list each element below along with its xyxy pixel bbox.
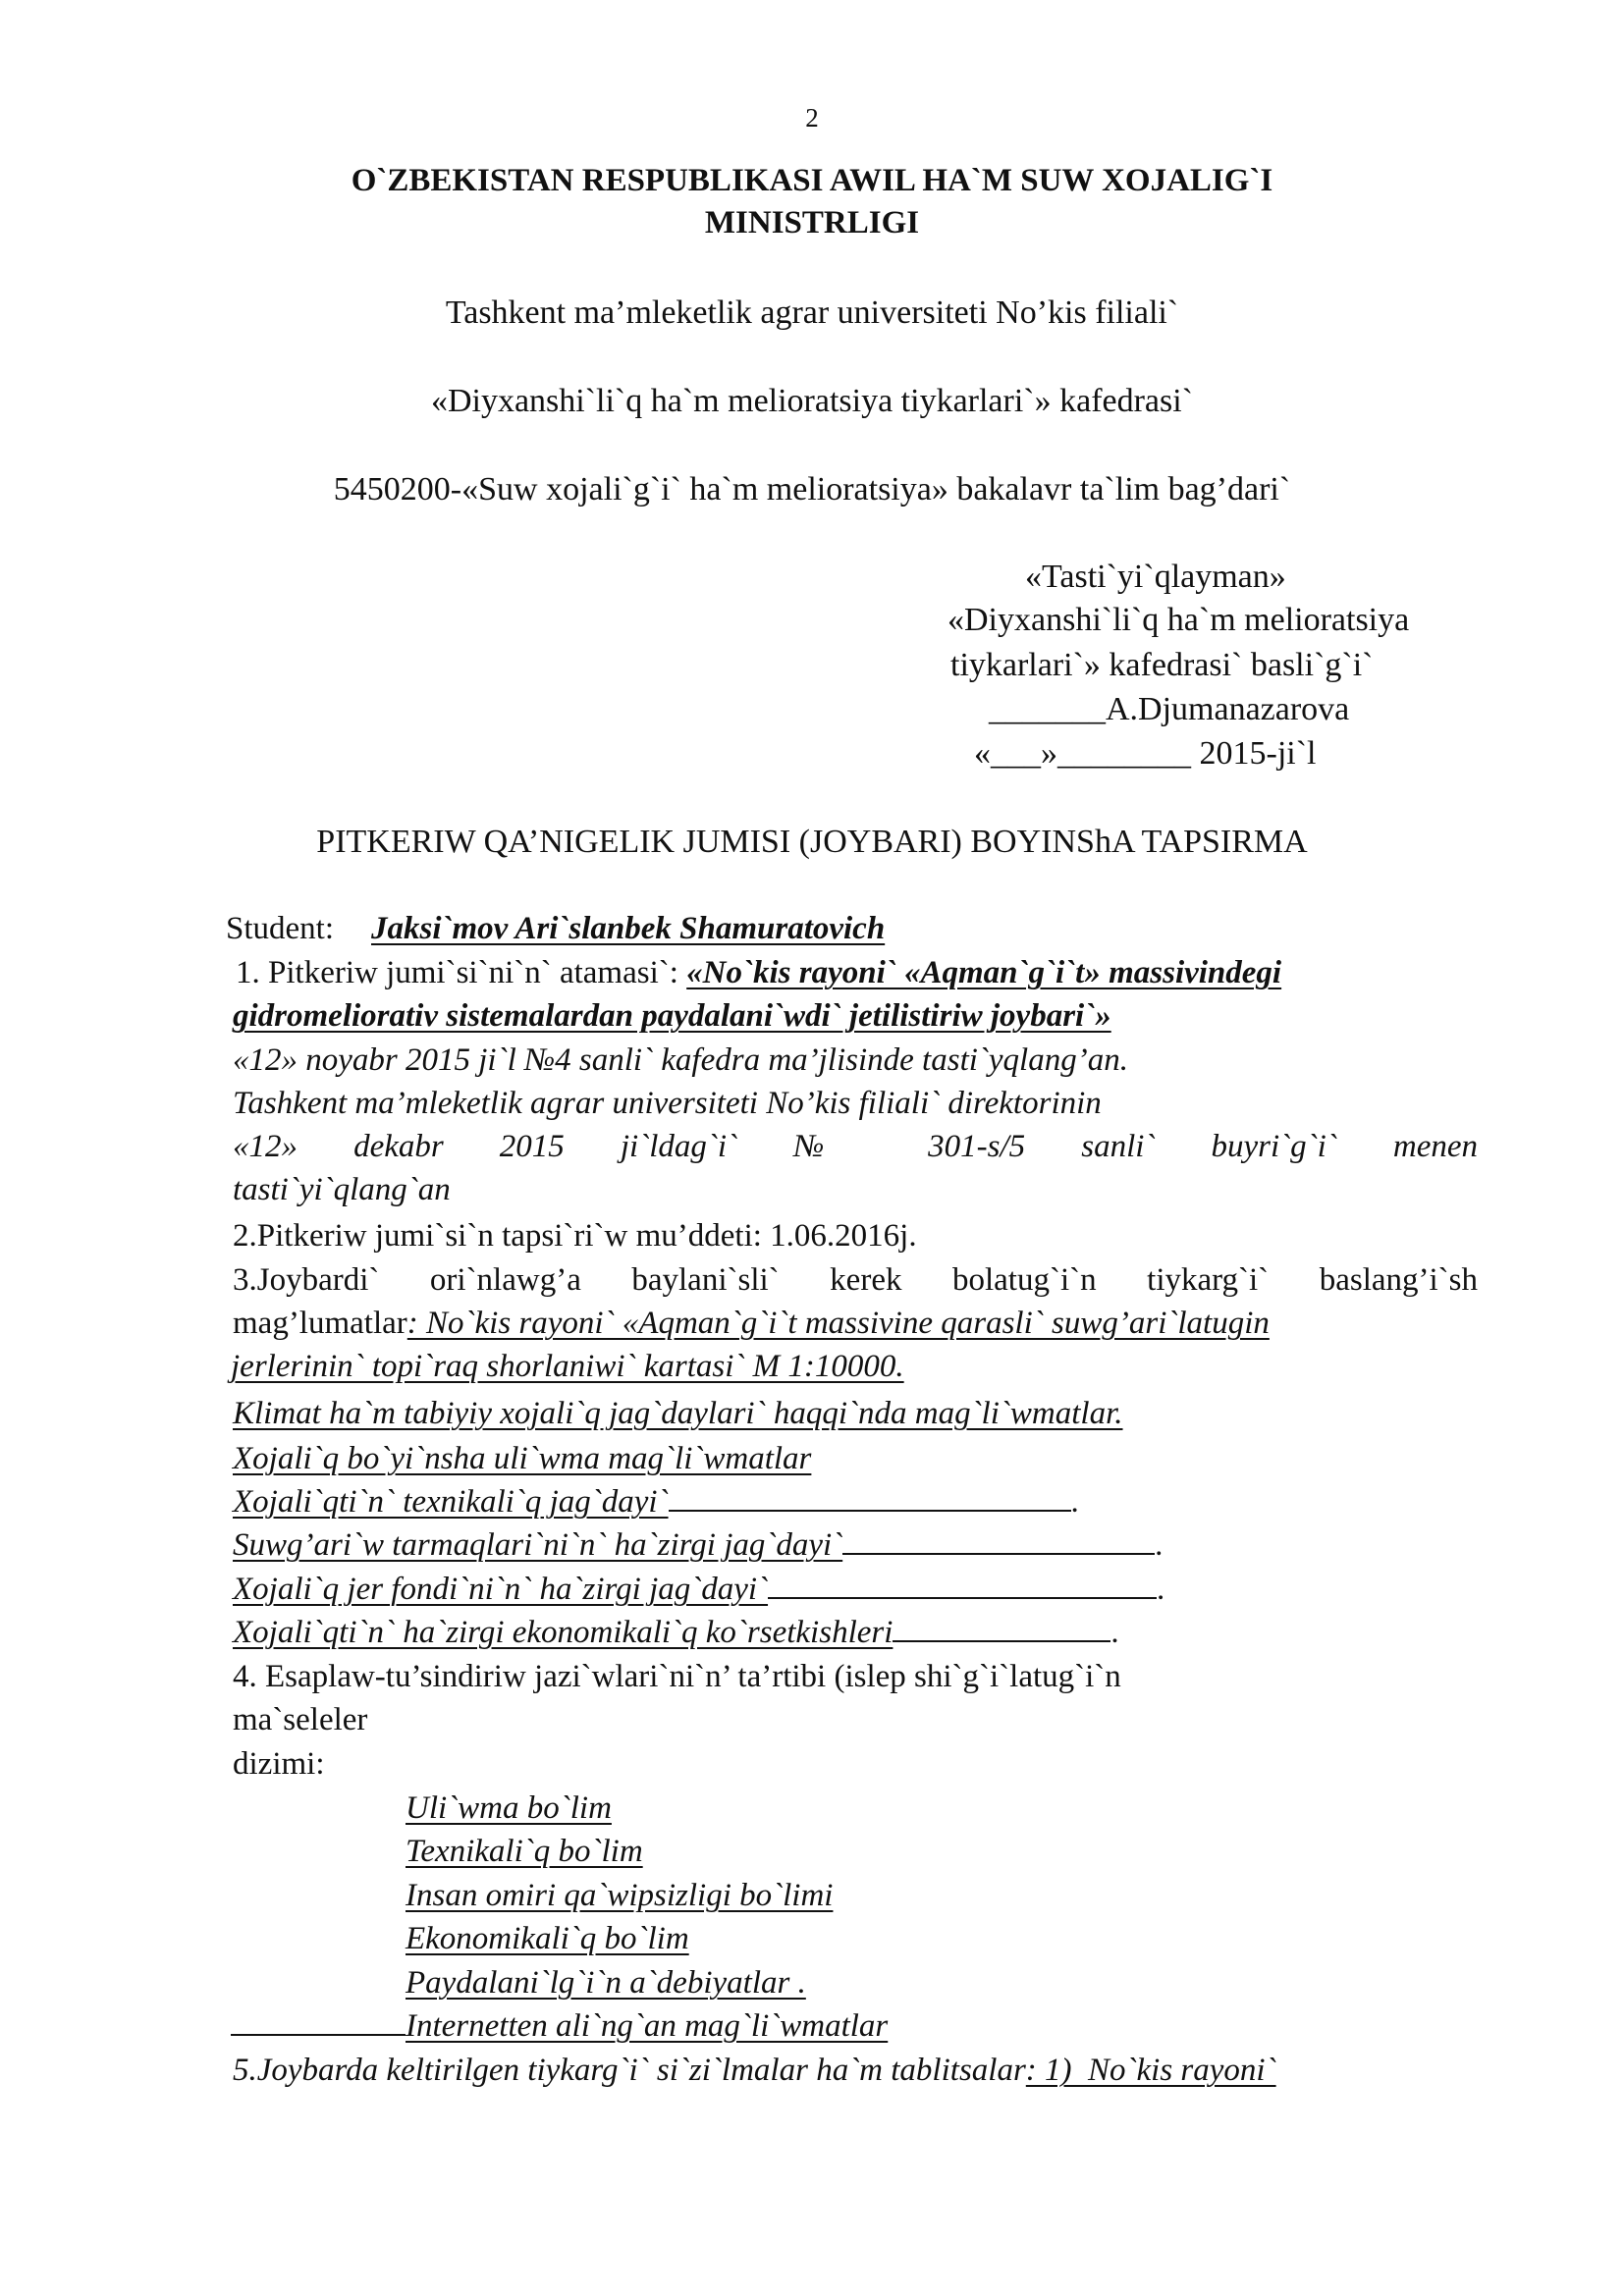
item3-line2-link: : No`kis rayoni` «Aqman`g`i`t massivine qarasli` suwg’ari`latugin xyxy=(406,1306,1270,1341)
document-title: PITKERIW QA’NIGELIK JUMISI (JOYBARI) BOYINShA TAPSIRMA xyxy=(316,824,1308,860)
thesis-title-part2: gidromeliorativ sistemalardan paydalani`wdi` jetilistiriw joybari`» xyxy=(233,998,1111,1034)
department-head-name: A.Djumanazarova xyxy=(1106,691,1350,727)
item1-approved-line: «12» noyabr 2015 ji`l №4 sanli` kafedra ma’jlisinde tasti`yqlang’an. xyxy=(233,1042,1128,1078)
item5-line xyxy=(233,2049,1276,2093)
approval-heading: «Tasti`yi`qlayman» xyxy=(1025,559,1286,595)
item4-line1: 4. Esaplaw-tu’sindiriw jazi`wlari`ni`n’ ta’rtibi (islep shi`g`i`latug`i`n xyxy=(233,1659,1121,1694)
item4-line2: ma`seleler xyxy=(233,1702,368,1737)
thesis-title-part1: «No`kis rayoni` «Aqman`g`i`t» massivindegi xyxy=(686,955,1282,990)
blank-fill-line xyxy=(893,1613,1110,1642)
line-period: . xyxy=(1155,1527,1164,1563)
signature-blank: _______ xyxy=(989,691,1106,727)
section-list-item: Insan omiri qa`wipsizligi bo`limi xyxy=(406,1878,834,1913)
blank-fill-line xyxy=(842,1525,1155,1555)
item3-bullet-row xyxy=(233,1568,1164,1612)
item1-prefix: 1. Pitkeriw jumi`si`ni`n` atamasi`: xyxy=(236,955,687,990)
approval-signature-line xyxy=(989,687,1349,732)
item3-bullet-row xyxy=(233,1523,1163,1568)
item1-director-line: Tashkent ma’mleketlik agrar universiteti No’kis filiali` direktorinin xyxy=(233,1086,1102,1121)
section-list-item: Internetten ali`ng`an mag`li`wmatlar xyxy=(406,2008,889,2044)
student-label: Student: xyxy=(226,911,335,946)
university-name: Tashkent ma’mleketlik agrar universiteti No’kis filiali` xyxy=(445,294,1179,331)
item3-line1: 3.Joybardi` ori`nlawg’a baylani`sli` kerek bolatug`i`n tiykarg`i` baslang’i`sh xyxy=(233,1262,1478,1298)
page-number: 2 xyxy=(805,103,819,133)
student-name: Jaksi`mov Ari`slanbek Shamuratovich xyxy=(371,911,886,946)
item3-bullet: Suwg’ari`w tarmaqlari`ni`n` ha`zirgi jag`dayi` xyxy=(233,1527,843,1563)
item3-line2-prefix: mag’lumatlar xyxy=(233,1306,407,1341)
student-line xyxy=(226,907,885,951)
date-open-quote: « xyxy=(974,735,991,772)
item1-title-line xyxy=(236,951,1281,995)
item3-line3: jerlerinin` topi`raq shorlaniwi` kartasi` M 1:10000. xyxy=(231,1349,904,1384)
date-month-blank: ________ xyxy=(1057,735,1191,772)
item3-bullet: Xojali`qti`n` texnikali`q jag`dayi` xyxy=(233,1484,669,1520)
approval-department-line1: «Diyxanshi`li`q ha`m melioratsiya xyxy=(947,602,1410,638)
item5-prefix: 5.Joybarda keltirilgen tiykarg`i` si`zi`lmalar ha`m tablitsalar xyxy=(233,2053,1026,2088)
item3-bullet: Klimat ha`m tabiyiy xojali`q jag`daylari` haqqi`nda mag`li`wmatlar. xyxy=(233,1396,1123,1431)
department-name: «Diyxanshi`li`q ha`m melioratsiya tiykarlari`» kafedrasi` xyxy=(430,383,1194,419)
item3-line2 xyxy=(233,1302,1270,1346)
item3-bullet-row xyxy=(233,1480,1079,1524)
date-year: 2015-ji`l xyxy=(1191,735,1317,772)
blank-fill-line xyxy=(669,1482,1071,1512)
ministry-heading-line2: MINISTRLIGI xyxy=(704,205,920,240)
item1-order-line: «12» dekabr 2015 ji`ldag`i` № 301-s/5 sanli` buyri`g`i` menen xyxy=(233,1129,1478,1164)
section-list-item: Texnikali`q bo`lim xyxy=(406,1834,643,1869)
item3-bullet: Xojali`q bo`yi`nsha uli`wma mag`li`wmatlar xyxy=(233,1441,812,1476)
item2-deadline: 2.Pitkeriw jumi`si`n tapsi`ri`w mu’ddeti: 1.06.2016j. xyxy=(233,1218,917,1254)
section-list-item: Paydalani`lg`i`n a`debiyatlar . xyxy=(406,1965,806,2001)
line-period: . xyxy=(1070,1484,1079,1520)
item3-bullet: Xojali`qti`n` ha`zirgi ekonomikali`q ko`rsetkishleri xyxy=(233,1615,893,1650)
blank-fill-line xyxy=(768,1570,1157,1599)
approval-date-line xyxy=(974,731,1316,776)
date-day-blank: ___ xyxy=(991,735,1041,772)
blank-fill-line xyxy=(231,2006,406,2036)
section-list-item: Uli`wma bo`lim xyxy=(406,1790,612,1826)
item4-line3: dizimi: xyxy=(233,1746,325,1782)
item3-bullet: Xojali`q jer fondi`ni`n` ha`zirgi jag`dayi` xyxy=(233,1572,769,1607)
section-list-item: Ekonomikali`q bo`lim xyxy=(406,1921,689,1956)
line-period: . xyxy=(1157,1572,1165,1607)
ministry-heading-line1: O`ZBEKISTAN RESPUBLIKASI AWIL HA`M SUW XOJALIG`I xyxy=(351,163,1273,198)
approval-department-line2: tiykarlari`» kafedrasi` basli`g`i` xyxy=(950,647,1374,683)
item5-link: : 1) No`kis rayoni` xyxy=(1025,2053,1276,2088)
item3-bullet-row xyxy=(233,1611,1119,1655)
date-close-quote: » xyxy=(1041,735,1057,772)
line-period: . xyxy=(1110,1615,1119,1650)
program-name: 5450200-«Suw xojali`g`i` ha`m melioratsiya» bakalavr ta`lim bag’dari` xyxy=(333,471,1291,507)
section-list-row xyxy=(231,2004,888,2049)
item1-order-end: tasti`yi`qlang`an xyxy=(233,1172,451,1207)
